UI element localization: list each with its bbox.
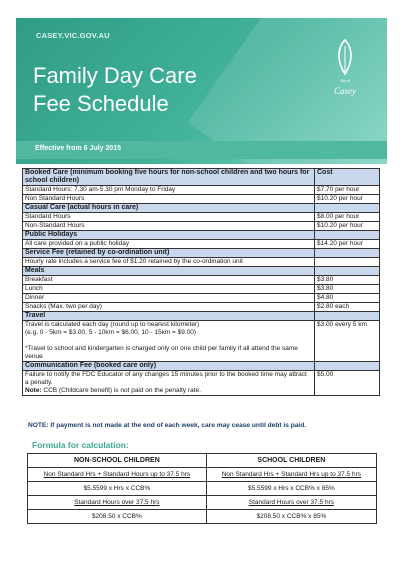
section-title: Communication Fee (booked care only) <box>23 362 315 371</box>
formula-table <box>27 453 377 524</box>
fee-cost: $3.80 <box>315 285 380 294</box>
formula-heading: Formula for calculation: <box>32 440 129 450</box>
communication-row <box>23 371 380 396</box>
fee-cost: $7.70 per hour <box>315 186 380 195</box>
travel-line-3: *Travel to school and kindergarten is charged only on one child per family if all attend the same venue <box>25 345 298 360</box>
logo-name: Casey <box>334 86 356 96</box>
fee-cost: $3.80 <box>315 276 380 285</box>
school-formula: $208.50 x CCB% x 85% <box>206 510 376 524</box>
note-text: CCB (Childcare benefit) is not paid on the penalty rate. <box>41 387 201 394</box>
fee-row <box>23 303 380 312</box>
fee-row <box>23 195 380 204</box>
fee-table-header <box>23 169 380 186</box>
fee-cost <box>315 267 380 276</box>
fee-row <box>23 294 380 303</box>
fee-description: Non-Standard Hours <box>23 222 315 231</box>
cost-heading: Cost <box>315 169 380 186</box>
travel-line-1: Travel is calculated each day (round up to nearest kilometer) <box>25 321 200 328</box>
section-row <box>23 312 380 321</box>
formula-row <box>28 482 377 496</box>
section-title: Travel <box>23 312 315 321</box>
fee-cost <box>315 312 380 321</box>
section-title: Casual Care (actual hours in care) <box>23 204 315 213</box>
fee-description: Lunch <box>23 285 315 294</box>
section-title: Meals <box>23 267 315 276</box>
fee-row <box>23 276 380 285</box>
fee-cost <box>315 258 380 267</box>
formula-row <box>28 510 377 524</box>
non-school-formula: Standard Hours over 37.5 hrs <box>28 496 207 510</box>
travel-cost: $3.00 every 5 km <box>315 321 380 362</box>
section-row <box>23 249 380 258</box>
payment-note: NOTE: If payment is not made at the end of each week, care may cease until debt is paid. <box>28 422 307 429</box>
travel-line-2: (e.g. 0 - 5km = $3.00, 5 - 10km = $6.00, 10 - 15km = $9.00) <box>25 329 197 336</box>
fee-table <box>22 168 380 396</box>
fee-cost <box>315 231 380 240</box>
title-line-2: Fee Schedule <box>33 91 169 116</box>
fee-description: Dinner <box>23 294 315 303</box>
fee-row <box>23 258 380 267</box>
fee-row <box>23 222 380 231</box>
fee-description: Snacks (Max. two per day) <box>23 303 315 312</box>
fee-cost: $4.80 <box>315 294 380 303</box>
fee-row <box>23 186 380 195</box>
section-title: Service Fee (retained by co-ordination unit) <box>23 249 315 258</box>
fee-cost <box>315 362 380 371</box>
non-school-children-heading: NON-SCHOOL CHILDREN <box>28 454 207 468</box>
fee-description: Standard Hours <box>23 213 315 222</box>
formula-header <box>28 454 377 468</box>
communication-note <box>25 387 312 395</box>
formula-row <box>28 496 377 510</box>
site-url[interactable]: CASEY.VIC.GOV.AU <box>36 31 110 40</box>
section-title: Public Holidays <box>23 231 315 240</box>
fee-row <box>23 285 380 294</box>
school-children-heading: SCHOOL CHILDREN <box>206 454 376 468</box>
non-school-formula: $208.50 x CCB% <box>28 510 207 524</box>
logo-city-label: City of <box>340 79 350 83</box>
non-school-formula: $5.5599 x Hrs x CCB% <box>28 482 207 496</box>
fee-cost: $10.20 per hour <box>315 195 380 204</box>
city-of-casey-logo <box>325 38 365 108</box>
effective-date-bar: Effective from 6 July 2015 <box>16 141 387 159</box>
non-school-formula: Non Standard Hrs + Standard Hours up to 37.5 hrs <box>28 468 207 482</box>
fee-description: Breakfast <box>23 276 315 285</box>
communication-cost: $5.00 <box>315 371 380 396</box>
title-line-1: Family Day Care <box>33 63 197 88</box>
fee-cost: $14.20 per hour <box>315 240 380 249</box>
fee-row <box>23 240 380 249</box>
section-row <box>23 267 380 276</box>
communication-description <box>23 371 315 396</box>
note-label: Note: <box>25 387 42 394</box>
fee-description: Non Standard Hours <box>23 195 315 204</box>
section-row <box>23 231 380 240</box>
fee-cost: $2.80 each <box>315 303 380 312</box>
fee-cost: $8.00 per hour <box>315 213 380 222</box>
fee-cost <box>315 249 380 258</box>
leaf-icon <box>334 38 356 76</box>
spacer <box>25 337 312 345</box>
section-row <box>23 204 380 213</box>
fee-description: All care provided on a public holiday <box>23 240 315 249</box>
communication-text: Failure to notify the FDC Educator of any changes 15 minutes prior to the booked time may attract a penalty. <box>25 371 307 386</box>
fee-description: Standard Hours: 7.30 am-5.30 pm Monday to Friday <box>23 186 315 195</box>
page-title <box>33 62 197 118</box>
school-formula: $5.5599 x Hrs x CCB% x 85% <box>206 482 376 496</box>
formula-row <box>28 468 377 482</box>
fee-cost <box>315 204 380 213</box>
section-row <box>23 362 380 371</box>
fee-description: Hourly rate includes a service fee of $1.20 retained by the co-ordination unit <box>23 258 315 267</box>
travel-row <box>23 321 380 362</box>
school-formula: Standard Hours over 37.5 hrs <box>206 496 376 510</box>
fee-cost: $10.20 per hour <box>315 222 380 231</box>
booked-care-heading: Booked Care (minimum booking five hours for non-school children and two hours for school children) <box>23 169 315 186</box>
fee-row <box>23 213 380 222</box>
school-formula: Non Standard Hrs + Standard Hrs up to 37.5 hrs <box>206 468 376 482</box>
travel-description <box>23 321 315 362</box>
